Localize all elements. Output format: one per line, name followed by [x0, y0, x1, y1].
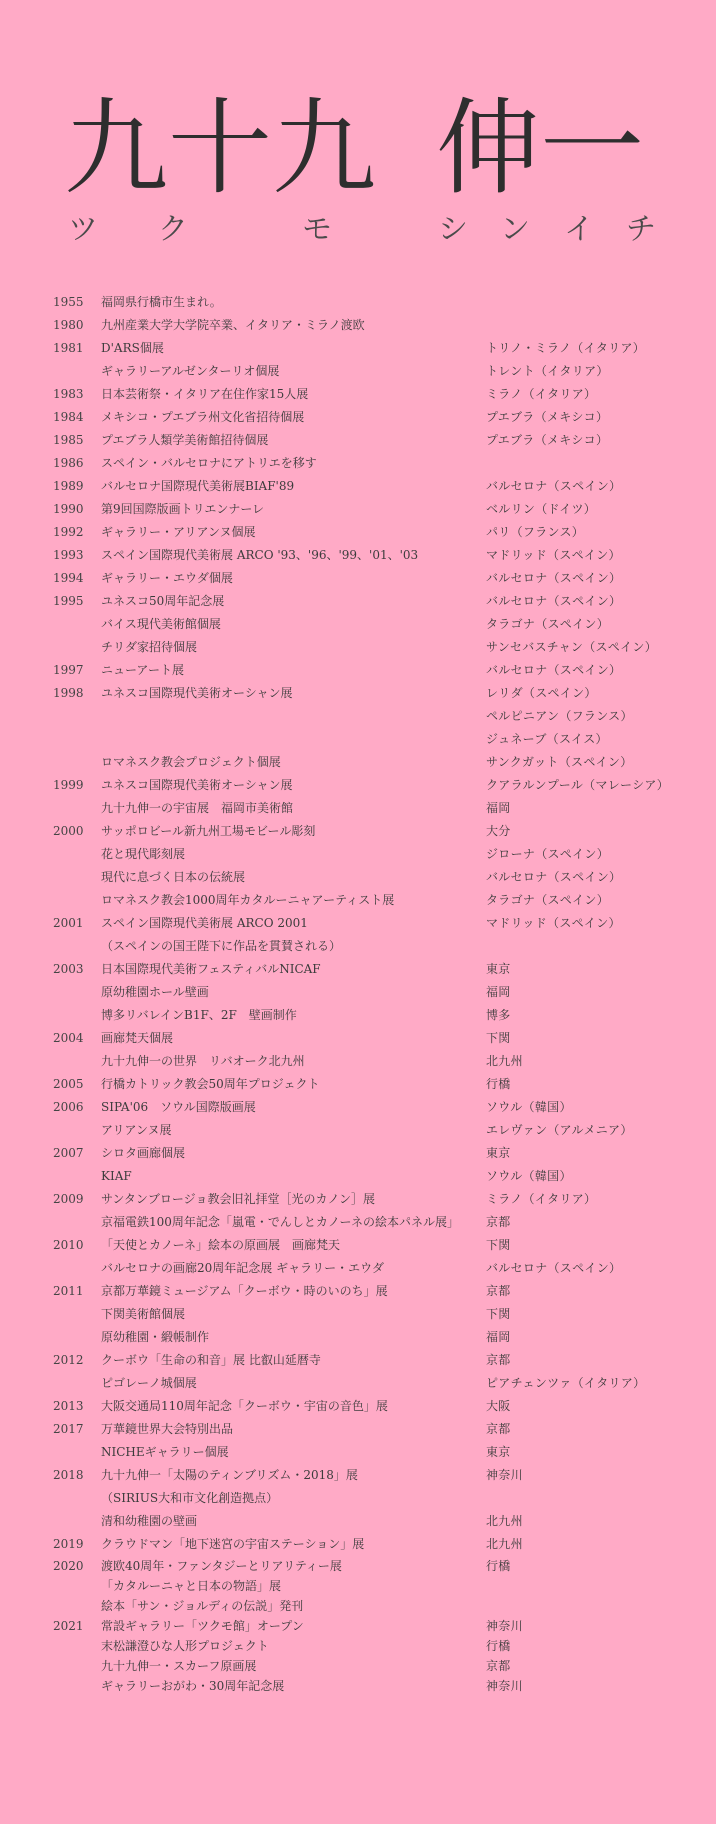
timeline-event: 常設ギャラリー「ツクモ館」オープン [101, 1619, 304, 1633]
timeline-place: 神奈川 [486, 1679, 523, 1693]
timeline-event: スペイン・バルセロナにアトリエを移す [101, 456, 317, 470]
timeline-place: タラゴナ（スペイン） [486, 893, 610, 907]
timeline-row [0, 912, 716, 935]
timeline-place: バルセロナ（スペイン） [486, 479, 622, 493]
timeline-place: タラゴナ（スペイン） [486, 617, 610, 631]
timeline-row [0, 1234, 716, 1257]
timeline-year: 1994 [53, 571, 84, 585]
timeline-place: ピアチェンツァ（イタリア） [486, 1376, 646, 1390]
timeline-event: ギャラリーアルゼンターリオ個展 [101, 364, 280, 378]
timeline-place: ミラノ（イタリア） [486, 387, 597, 401]
timeline-event: ユネスコ国際現代美術オーシャン展 [101, 686, 293, 700]
timeline-row [0, 567, 716, 590]
timeline-year: 2010 [53, 1238, 84, 1252]
timeline-event: 日本芸術祭・イタリア在住作家15人展 [101, 387, 309, 401]
timeline-row [0, 636, 716, 659]
timeline-row [0, 1050, 716, 1073]
timeline-year: 1999 [53, 778, 84, 792]
kana-char: イ [564, 212, 594, 247]
timeline-place: バルセロナ（スペイン） [486, 1261, 622, 1275]
timeline-event: 福岡県行橋市生まれ。 [101, 295, 222, 309]
timeline-place: 東京 [486, 962, 511, 976]
timeline-event: 博多リバレインB1F、2F 壁画制作 [101, 1008, 297, 1022]
timeline-place: 京都 [486, 1659, 511, 1673]
timeline-place: バルセロナ（スペイン） [486, 870, 622, 884]
timeline-year: 1981 [53, 341, 84, 355]
timeline-row [0, 1616, 716, 1636]
timeline-year: 1984 [53, 410, 84, 424]
kana-char: ツ [68, 212, 98, 247]
timeline-event: メキシコ・プエブラ州文化省招待個展 [101, 410, 305, 424]
artist-given-name: 伸一 [436, 87, 645, 209]
timeline-event: 原幼稚園・緞帳制作 [101, 1330, 210, 1344]
timeline-row [0, 1510, 716, 1533]
timeline-place: 北九州 [486, 1514, 523, 1528]
timeline-row [0, 1576, 716, 1596]
timeline-event: ユネスコ50周年記念展 [101, 594, 225, 608]
timeline-year: 1993 [53, 548, 84, 562]
timeline-year: 1992 [53, 525, 84, 539]
timeline-event: スペイン国際現代美術展 ARCO 2001 [101, 916, 308, 930]
timeline-place: バルセロナ（スペイン） [486, 571, 622, 585]
timeline-place: 下関 [486, 1307, 511, 1321]
timeline-row [0, 728, 716, 751]
timeline-row [0, 1464, 716, 1487]
timeline-place: 北九州 [486, 1537, 523, 1551]
timeline-row [0, 866, 716, 889]
timeline-year: 1995 [53, 594, 84, 608]
timeline-row [0, 429, 716, 452]
timeline-place: ソウル（韓国） [486, 1100, 572, 1114]
timeline-row [0, 981, 716, 1004]
timeline-event: ロマネスク教会プロジェクト個展 [101, 755, 281, 769]
timeline-event: シロタ画廊個展 [101, 1146, 186, 1160]
timeline-event: 京福電鉄100周年記念「嵐電・でんしとカノーネの絵本パネル展」 [101, 1215, 459, 1229]
timeline-place: パリ（フランス） [486, 525, 585, 539]
timeline-row [0, 1073, 716, 1096]
timeline-year: 2007 [53, 1146, 84, 1160]
timeline-row [0, 1096, 716, 1119]
timeline-event: 原幼稚園ホール壁画 [101, 985, 209, 999]
timeline-event: 花と現代彫刻展 [101, 847, 186, 861]
timeline-year: 1998 [53, 686, 84, 700]
timeline-year: 2000 [53, 824, 84, 838]
timeline-row [0, 1211, 716, 1234]
timeline-event: 現代に息づく日本の伝統展 [101, 870, 246, 884]
timeline-year: 2009 [53, 1192, 84, 1206]
timeline-event: 九州産業大学大学院卒業、イタリア・ミラノ渡欧 [101, 318, 365, 332]
timeline-row [0, 682, 716, 705]
timeline-year: 2001 [53, 916, 84, 930]
timeline-event: ユネスコ国際現代美術オーシャン展 [101, 778, 293, 792]
kana-char: チ [626, 212, 656, 247]
timeline-place: 京都 [486, 1422, 511, 1436]
timeline-place: 下関 [486, 1031, 511, 1045]
timeline-event: 九十九伸一「太陽のティンブリズム・2018」展 [101, 1468, 358, 1482]
timeline-place: バルセロナ（スペイン） [486, 594, 622, 608]
timeline-place: プエブラ（メキシコ） [486, 410, 609, 424]
timeline-place: マドリッド（スペイン） [486, 548, 621, 562]
kana-char: モ [302, 212, 332, 247]
timeline-row [0, 590, 716, 613]
timeline-event: 九十九伸一・スカーフ原画展 [101, 1659, 257, 1673]
timeline-row [0, 935, 716, 958]
timeline-row [0, 1280, 716, 1303]
timeline-row [0, 314, 716, 337]
timeline-row [0, 1027, 716, 1050]
timeline-place: 行橋 [486, 1559, 511, 1573]
timeline-place: 北九州 [486, 1054, 523, 1068]
timeline-place: バルセロナ（スペイン） [486, 663, 622, 677]
timeline-place: トリノ・ミラノ（イタリア） [486, 341, 646, 355]
timeline-place: 大阪 [486, 1399, 511, 1413]
timeline-row [0, 291, 716, 314]
timeline-event: ギャラリー・アリアンヌ個展 [101, 525, 256, 539]
timeline-row [0, 383, 716, 406]
timeline-event: チリダ家招待個展 [101, 640, 198, 654]
timeline-place: 福岡 [486, 801, 511, 815]
timeline-year: 2011 [53, 1284, 84, 1298]
timeline-year: 2012 [53, 1353, 84, 1367]
timeline-row [0, 1165, 716, 1188]
timeline-place: 福岡 [486, 1330, 511, 1344]
timeline-event: クラウドマン「地下迷宮の宇宙ステーション」展 [101, 1537, 365, 1551]
timeline-event: 末松謙澄ひな人形プロジェクト [101, 1639, 269, 1653]
timeline-event: 京都万華鏡ミュージアム「クーボウ・時のいのち」展 [101, 1284, 388, 1298]
timeline-row [0, 751, 716, 774]
timeline-place: 京都 [486, 1284, 511, 1298]
timeline-place: ミラノ（イタリア） [486, 1192, 597, 1206]
timeline-row [0, 1596, 716, 1616]
timeline-row [0, 521, 716, 544]
timeline-year: 1985 [53, 433, 84, 447]
timeline-event: ニューアート展 [101, 663, 185, 677]
timeline-row [0, 1636, 716, 1656]
timeline-place: 博多 [486, 1008, 511, 1022]
timeline-event: KIAF [101, 1169, 132, 1183]
timeline-year: 1989 [53, 479, 84, 493]
timeline-row [0, 1326, 716, 1349]
kana-char: ク [158, 212, 188, 247]
timeline-event: 「天使とカノーネ」絵本の原画展 画廊梵天 [101, 1238, 341, 1252]
timeline-row [0, 452, 716, 475]
timeline-place: 京都 [486, 1353, 511, 1367]
timeline-event: クーボウ「生命の和音」展 比叡山延暦寺 [101, 1353, 321, 1367]
timeline-place: 行橋 [486, 1077, 511, 1091]
timeline-row [0, 1556, 716, 1576]
timeline-event: （スペインの国王陛下に作品を貫賛される） [101, 939, 342, 953]
timeline-place: 神奈川 [486, 1619, 523, 1633]
timeline-event: ギャラリー・エウダ個展 [101, 571, 233, 585]
timeline-row [0, 1119, 716, 1142]
timeline-event: 日本国際現代美術フェスティバルNICAF [101, 962, 321, 976]
timeline-event: バルセロナ国際現代美術展BIAF'89 [101, 479, 295, 493]
artist-name-kana [68, 210, 658, 250]
timeline-event: ピゴレーノ城個展 [101, 1376, 197, 1390]
timeline-row [0, 1487, 716, 1510]
timeline-event: 下関美術館個展 [101, 1307, 186, 1321]
artist-surname: 九十九 [64, 87, 377, 209]
timeline-event: 渡欧40周年・ファンタジーとリアリティー展 [101, 1559, 342, 1573]
timeline-place: ジュネーブ（スイス） [486, 732, 608, 746]
timeline-place: サンクガット（スペイン） [486, 755, 633, 769]
timeline-event: 大阪交通局110周年記念「クーボウ・宇宙の音色」展 [101, 1399, 388, 1413]
timeline-place: トレント（イタリア） [486, 364, 609, 378]
timeline-row [0, 337, 716, 360]
timeline-place: 大分 [486, 824, 511, 838]
timeline-row [0, 774, 716, 797]
timeline-year: 2018 [53, 1468, 84, 1482]
timeline-place: 福岡 [486, 985, 511, 999]
timeline-event: （SIRIUS大和市文化創造拠点） [101, 1491, 279, 1505]
timeline-year: 1980 [53, 318, 84, 332]
timeline-place: 神奈川 [486, 1468, 523, 1482]
timeline-event: 第9回国際版画トリエンナーレ [101, 502, 265, 516]
timeline-year: 2005 [53, 1077, 84, 1091]
timeline-event: 万華鏡世界大会特別出品 [101, 1422, 234, 1436]
timeline-event: ギャラリーおがわ・30周年記念展 [101, 1679, 285, 1693]
timeline-year: 2021 [53, 1619, 84, 1633]
timeline-row [0, 475, 716, 498]
timeline-event: サンタンブロージョ教会旧礼拝堂［光のカノン］展 [101, 1192, 375, 1206]
timeline-row [0, 1188, 716, 1211]
timeline-event: 画廊梵天個展 [101, 1031, 174, 1045]
timeline-event: NICHEギャラリー個展 [101, 1445, 229, 1459]
timeline-place: ソウル（韓国） [486, 1169, 572, 1183]
timeline-year: 1955 [53, 295, 84, 309]
timeline-event: 九十九伸一の宇宙展 福岡市美術館 [101, 801, 294, 815]
artist-name-kanji [64, 88, 644, 208]
timeline-event: スペイン国際現代美術展 ARCO '93、'96、'99、'01、'03 [101, 548, 419, 562]
timeline-place: ベルリン（ドイツ） [486, 502, 597, 516]
timeline-event: バルセロナの画廊20周年記念展 ギャラリー・エウダ [101, 1261, 384, 1275]
timeline-event: サッポロビール新九州工場モビール彫刻 [101, 824, 316, 838]
biography-timeline [0, 291, 716, 1696]
timeline-row [0, 498, 716, 521]
timeline-event: ロマネスク教会1000周年カタルーニャアーティスト展 [101, 893, 395, 907]
timeline-event: D'ARS個展 [101, 341, 164, 355]
timeline-row [0, 889, 716, 912]
timeline-year: 2013 [53, 1399, 84, 1413]
timeline-row [0, 958, 716, 981]
timeline-place: クアラルンプール（マレーシア） [486, 778, 670, 792]
timeline-place: 京都 [486, 1215, 511, 1229]
timeline-place: サンセバスチャン（スペイン） [486, 640, 658, 654]
timeline-place: 東京 [486, 1146, 511, 1160]
timeline-event: 行橋カトリック教会50周年プロジェクト [101, 1077, 320, 1091]
timeline-event: プエブラ人類学美術館招待個展 [101, 433, 269, 447]
timeline-event: 清和幼稚園の壁画 [101, 1514, 198, 1528]
timeline-place: ペルピニアン（フランス） [486, 709, 633, 723]
timeline-row [0, 613, 716, 636]
timeline-place: 下関 [486, 1238, 511, 1252]
timeline-event: 絵本「サン・ジョルディの伝説」発刊 [101, 1599, 304, 1613]
timeline-year: 2003 [53, 962, 84, 976]
timeline-row [0, 1533, 716, 1556]
timeline-place: レリダ（スペイン） [486, 686, 597, 700]
timeline-year: 2017 [53, 1422, 84, 1436]
timeline-row [0, 1676, 716, 1696]
timeline-event: 九十九伸一の世界 リバオーク北九州 [101, 1054, 305, 1068]
timeline-year: 2019 [53, 1537, 84, 1551]
timeline-row [0, 1349, 716, 1372]
timeline-row [0, 705, 716, 728]
timeline-row [0, 1004, 716, 1027]
timeline-row [0, 797, 716, 820]
timeline-year: 1986 [53, 456, 84, 470]
timeline-row [0, 843, 716, 866]
timeline-year: 2020 [53, 1559, 84, 1573]
timeline-row [0, 1303, 716, 1326]
timeline-row [0, 406, 716, 429]
timeline-year: 1983 [53, 387, 84, 401]
timeline-event: バイス現代美術館個展 [101, 617, 221, 631]
timeline-place: プエブラ（メキシコ） [486, 433, 609, 447]
timeline-row [0, 820, 716, 843]
timeline-row [0, 544, 716, 567]
timeline-event: SIPA'06 ソウル国際版画展 [101, 1100, 256, 1114]
timeline-place: エレヴァン（アルメニア） [486, 1123, 633, 1137]
timeline-year: 2006 [53, 1100, 84, 1114]
timeline-row [0, 1372, 716, 1395]
kana-char: シ [438, 212, 468, 247]
timeline-event: アリアンヌ展 [101, 1123, 172, 1137]
timeline-place: ジローナ（スペイン） [486, 847, 610, 861]
timeline-row [0, 1395, 716, 1418]
timeline-place: 東京 [486, 1445, 511, 1459]
timeline-place: マドリッド（スペイン） [486, 916, 621, 930]
kana-char: ン [500, 212, 530, 247]
timeline-year: 2004 [53, 1031, 84, 1045]
timeline-row [0, 360, 716, 383]
timeline-row [0, 1418, 716, 1441]
timeline-row [0, 1142, 716, 1165]
timeline-year: 1990 [53, 502, 84, 516]
timeline-row [0, 1441, 716, 1464]
timeline-place: 行橋 [486, 1639, 511, 1653]
timeline-row [0, 659, 716, 682]
timeline-year: 1997 [53, 663, 84, 677]
timeline-row [0, 1656, 716, 1676]
timeline-row [0, 1257, 716, 1280]
timeline-event: 「カタルーニャと日本の物語」展 [101, 1579, 282, 1593]
